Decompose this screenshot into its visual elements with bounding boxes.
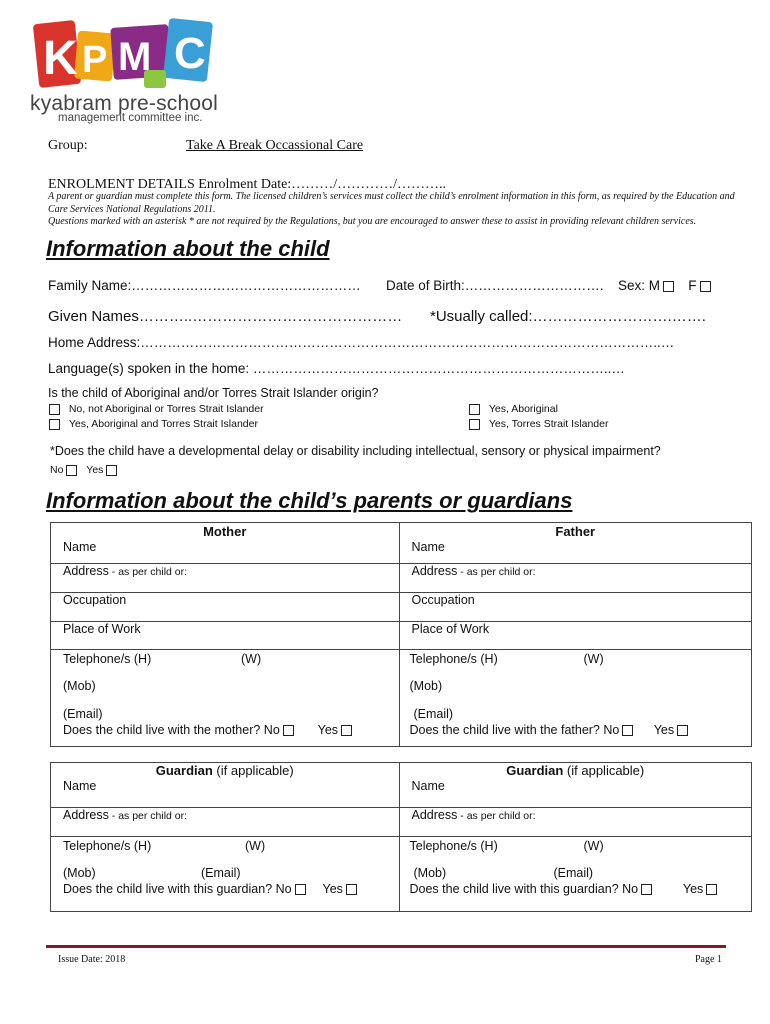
org-subname: management committee inc. bbox=[58, 112, 203, 124]
checkbox[interactable] bbox=[49, 419, 60, 430]
sex-m-label: M bbox=[648, 278, 661, 293]
father-header: Father bbox=[399, 523, 752, 540]
group-value: Take A Break Occassional Care bbox=[186, 138, 364, 153]
live-guardian-2-no-checkbox[interactable] bbox=[641, 884, 652, 895]
live-father-yes-checkbox[interactable] bbox=[677, 725, 688, 736]
address-label: Address bbox=[411, 808, 458, 822]
yes-label: Yes bbox=[682, 882, 704, 896]
dob-field[interactable]: Date of Birth:…………………………. bbox=[386, 278, 604, 293]
origin-question: Is the child of Aboriginal and/or Torres Strait Islander origin? bbox=[48, 386, 379, 400]
live-guardian-question: Does the child live with this guardian? No bbox=[63, 882, 292, 896]
org-name: kyabram pre-school bbox=[30, 92, 219, 115]
live-mother-no-checkbox[interactable] bbox=[283, 725, 294, 736]
usually-called-field[interactable]: *Usually called:……………………….……. bbox=[430, 308, 706, 325]
telephone-w-label: (W) bbox=[241, 652, 262, 666]
address-note: - as per child or: bbox=[108, 810, 188, 822]
enrolment-date-line: ENROLMENT DETAILS Enrolment Date:………/…………/……….. bbox=[48, 177, 446, 192]
live-guardian-1-yes-checkbox[interactable] bbox=[346, 884, 357, 895]
guardian-2-address-cell[interactable] bbox=[399, 808, 752, 837]
live-father-no-checkbox[interactable] bbox=[622, 725, 633, 736]
home-address-field[interactable]: Home Address:……………………………………………………………………………………………………..… bbox=[48, 335, 675, 350]
telephone-h-label: Telephone/s (H) bbox=[63, 839, 152, 853]
father-address-cell[interactable] bbox=[399, 564, 752, 593]
address-label: Address bbox=[411, 564, 458, 578]
option-label: No, not Aboriginal or Torres Strait Islander bbox=[68, 403, 264, 415]
guardian-label: Guardian bbox=[155, 763, 213, 779]
address-note: - as per child or: bbox=[457, 566, 536, 578]
mother-contact-cell[interactable] bbox=[51, 650, 400, 747]
delay-question: *Does the child have a developmental delay or disability including intellectual, sensory or physical impairment? bbox=[50, 444, 661, 458]
delay-answer bbox=[50, 464, 120, 476]
live-guardian-question: Does the child live with this guardian? No bbox=[409, 882, 639, 896]
live-guardian-2-yes-checkbox[interactable] bbox=[706, 884, 717, 895]
no-label: No bbox=[50, 464, 64, 476]
if-applicable-label: (if applicable) bbox=[563, 763, 645, 779]
email-label: (Email) bbox=[63, 707, 103, 721]
guardian-2-name-cell[interactable]: Name bbox=[399, 779, 752, 808]
live-mother-question: Does the child live with the mother? No bbox=[63, 723, 280, 737]
email-label: (Email) bbox=[201, 866, 241, 880]
telephone-w-label: (W) bbox=[245, 839, 266, 853]
live-mother-yes-checkbox[interactable] bbox=[341, 725, 352, 736]
father-occupation-cell[interactable]: Occupation bbox=[399, 593, 752, 622]
origin-option-both[interactable] bbox=[46, 418, 258, 430]
origin-option-aboriginal[interactable] bbox=[466, 403, 558, 415]
guardian-label: Guardian bbox=[506, 763, 564, 779]
svg-text:M: M bbox=[118, 35, 152, 79]
father-contact-cell[interactable] bbox=[399, 650, 752, 747]
guardian-2-header bbox=[399, 763, 752, 779]
issue-date: Issue Date: 2018 bbox=[58, 954, 126, 965]
father-work-cell[interactable]: Place of Work bbox=[399, 622, 752, 650]
family-name-field[interactable]: Family Name:…………………………………………… bbox=[48, 278, 361, 293]
mother-name-cell[interactable]: Name bbox=[51, 540, 400, 564]
address-label: Address bbox=[63, 808, 109, 822]
language-field[interactable]: Language(s) spoken in the home: ……………………………………………………………………..… bbox=[48, 361, 625, 376]
section-heading-child: Information about the child bbox=[46, 236, 330, 261]
sex-label: Sex: bbox=[618, 278, 646, 293]
father-name-cell[interactable]: Name bbox=[399, 540, 752, 564]
telephone-h-label: Telephone/s (H) bbox=[63, 652, 152, 666]
mob-label: (Mob) bbox=[63, 679, 96, 693]
if-applicable-label: (if applicable) bbox=[212, 763, 294, 779]
address-note: - as per child or: bbox=[108, 566, 188, 578]
svg-text:C: C bbox=[174, 29, 206, 78]
option-label: Yes, Aboriginal bbox=[488, 403, 558, 415]
yes-label: Yes bbox=[322, 882, 343, 896]
mother-header: Mother bbox=[51, 523, 400, 540]
address-label: Address bbox=[63, 564, 109, 578]
option-label: Yes, Torres Strait Islander bbox=[488, 418, 609, 430]
mother-occupation-cell[interactable]: Occupation bbox=[51, 593, 400, 622]
svg-text:P: P bbox=[82, 39, 108, 81]
email-label: (Email) bbox=[553, 866, 594, 880]
guardian-2-contact-cell[interactable] bbox=[399, 837, 752, 912]
parents-table bbox=[50, 522, 752, 747]
mother-work-cell[interactable]: Place of Work bbox=[51, 622, 400, 650]
address-note: - as per child or: bbox=[457, 810, 536, 822]
telephone-h-label: Telephone/s (H) bbox=[409, 652, 498, 666]
telephone-w-label: (W) bbox=[583, 839, 604, 853]
email-label: (Email) bbox=[413, 707, 454, 721]
delay-no-checkbox[interactable] bbox=[66, 465, 77, 476]
form-notes bbox=[48, 191, 738, 229]
mother-address-cell[interactable] bbox=[51, 564, 400, 593]
option-label: Yes, Aboriginal and Torres Strait Islander bbox=[68, 418, 258, 430]
live-father-question: Does the child live with the father? No bbox=[409, 723, 620, 737]
telephone-h-label: Telephone/s (H) bbox=[409, 839, 498, 853]
origin-option-no[interactable] bbox=[46, 403, 264, 415]
sex-f-checkbox[interactable] bbox=[700, 281, 711, 292]
svg-text:K: K bbox=[43, 32, 78, 85]
guardian-1-contact-cell[interactable] bbox=[51, 837, 400, 912]
guardian-1-header bbox=[51, 763, 400, 779]
guardian-1-address-cell[interactable] bbox=[51, 808, 400, 837]
mob-label: (Mob) bbox=[409, 679, 443, 693]
page-number: Page 1 bbox=[695, 954, 722, 965]
live-guardian-1-no-checkbox[interactable] bbox=[295, 884, 306, 895]
yes-label: Yes bbox=[317, 723, 339, 737]
mob-label: (Mob) bbox=[413, 866, 447, 880]
section-heading-parents: Information about the child’s parents or guardians bbox=[46, 488, 573, 513]
checkbox[interactable] bbox=[469, 419, 480, 430]
group-label: Group: bbox=[48, 138, 88, 153]
mob-label: (Mob) bbox=[63, 866, 96, 880]
sex-f-label: F bbox=[688, 278, 697, 293]
delay-yes-checkbox[interactable] bbox=[106, 465, 117, 476]
checkbox[interactable] bbox=[469, 404, 480, 415]
sex-field bbox=[618, 278, 714, 293]
origin-option-tsi[interactable] bbox=[466, 418, 609, 430]
footer-divider bbox=[46, 945, 726, 948]
note-regulations: A parent or guardian must complete this form. The licensed children’s services must collect the child’s enrolment information in this form, as required by the Education and Care Services National Regulations 2011. bbox=[48, 191, 735, 215]
guardians-table bbox=[50, 762, 752, 912]
telephone-w-label: (W) bbox=[583, 652, 604, 666]
yes-label: Yes bbox=[653, 723, 675, 737]
checkbox[interactable] bbox=[49, 404, 60, 415]
guardian-1-name-cell[interactable]: Name bbox=[51, 779, 400, 808]
note-asterisk: Questions marked with an asterisk * are not required by the Regulations, but you are encouraged to answer these to assist in providing relevant children services. bbox=[48, 216, 697, 227]
yes-label: Yes bbox=[86, 464, 104, 476]
given-names-field[interactable]: Given Names………..…………………………………… bbox=[48, 308, 403, 325]
sex-m-checkbox[interactable] bbox=[663, 281, 674, 292]
